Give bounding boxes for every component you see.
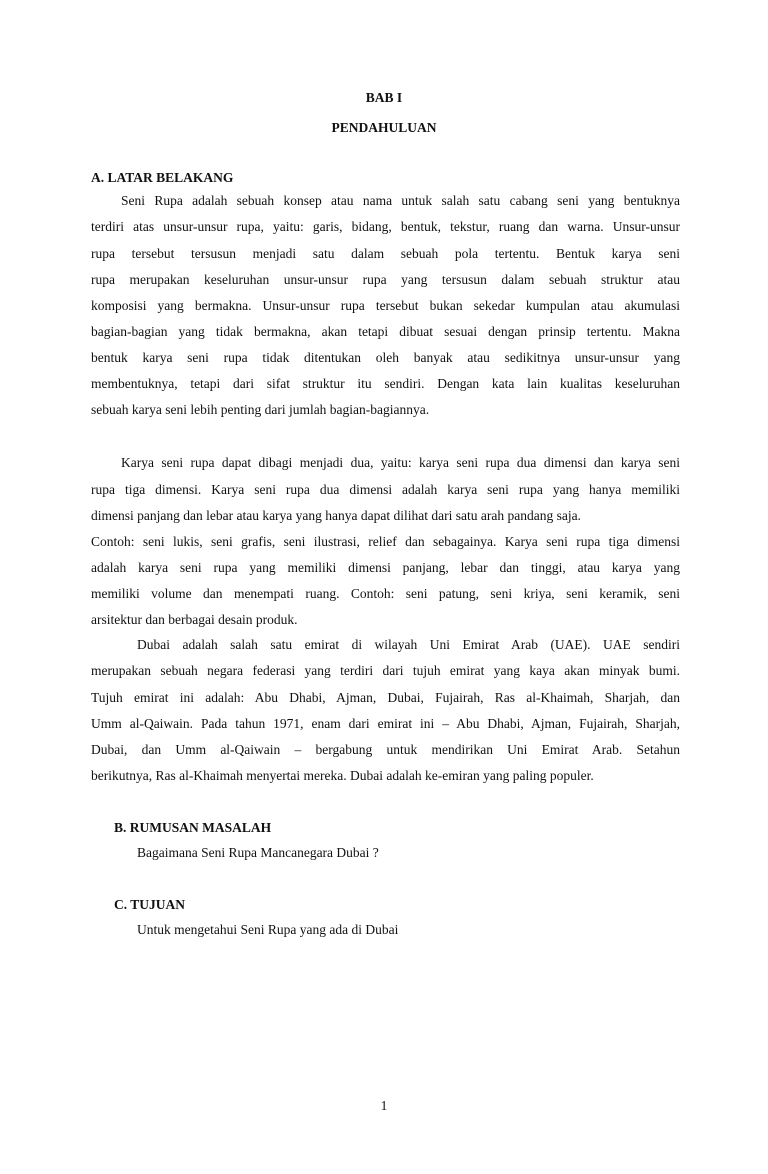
page-number: 1 [380, 1098, 388, 1113]
paragraph-line: Dubai adalah salah satu emirat di wilayah Uni Emirat Arab (UAE). UAE sendiri [137, 637, 680, 652]
chapter-label: BAB I [365, 90, 403, 105]
paragraph-line: arsitektur dan berbagai desain produk. [91, 612, 298, 627]
paragraph-line: membentuknya, tetapi dari sifat struktur itu sendiri. Dengan kata lain kualitas keseluruhan [91, 376, 680, 391]
section-c-heading: C. TUJUAN [114, 897, 186, 912]
paragraph-line: bentuk karya seni rupa tidak ditentukan oleh banyak atau sedikitnya unsur-unsur yang [91, 350, 680, 365]
paragraph-line: rupa merupakan keseluruhan unsur-unsur rupa yang tersusun dalam sebuah struktur atau [91, 272, 680, 287]
section-b-heading: B. RUMUSAN MASALAH [114, 820, 272, 835]
chapter-title: PENDAHULUAN [331, 120, 437, 135]
paragraph-line: Seni Rupa adalah sebuah konsep atau nama untuk salah satu cabang seni yang bentuknya [121, 193, 680, 208]
section-a-heading: A. LATAR BELAKANG [91, 170, 234, 185]
paragraph-line: memiliki volume dan menempati ruang. Contoh: seni patung, seni kriya, seni keramik, seni [91, 586, 680, 601]
paragraph-line: rupa tersebut tersusun menjadi satu dalam sebuah pola tertentu. Bentuk karya seni [91, 246, 680, 261]
paragraph-line: Karya seni rupa dapat dibagi menjadi dua, yaitu: karya seni rupa dua dimensi dan karya seni [121, 455, 680, 470]
paragraph-line: komposisi yang bermakna. Unsur-unsur rupa tersebut bukan sekedar kumpulan atau akumulasi [91, 298, 680, 313]
paragraph-line: Umm al-Qaiwain. Pada tahun 1971, enam dari emirat ini – Abu Dhabi, Ajman, Fujairah, Sharjah, [91, 716, 680, 731]
paragraph-line: berikutnya, Ras al-Khaimah menyertai mereka. Dubai adalah ke-emiran yang paling populer. [91, 768, 594, 783]
paragraph-line: dimensi panjang dan lebar atau karya yang hanya dapat dilihat dari satu arah pandang saja. [91, 508, 581, 523]
paragraph-line: bagian-bagian yang tidak bermakna, akan tetapi dibuat sesuai dengan prinsip tertentu. Makna [91, 324, 680, 339]
paragraph-line: sebuah karya seni lebih penting dari jumlah bagian-bagiannya. [91, 402, 430, 417]
section-c-text: Untuk mengetahui Seni Rupa yang ada di Dubai [137, 922, 399, 937]
paragraph-line: terdiri atas unsur-unsur rupa, yaitu: garis, bidang, bentuk, tekstur, ruang dan warna. Unsur-unsur [91, 219, 680, 234]
paragraph-line: Dubai, dan Umm al-Qaiwain – bergabung untuk mendirikan Uni Emirat Arab. Setahun [91, 742, 680, 757]
paragraph-line: Tujuh emirat ini adalah: Abu Dhabi, Ajman, Dubai, Fujairah, Ras al-Khaimah, Sharjah, dan [91, 690, 680, 705]
paragraph-line: Contoh: seni lukis, seni grafis, seni ilustrasi, relief dan sebagainya. Karya seni rupa tiga dimensi [91, 534, 680, 549]
paragraph-line: merupakan sebuah negara federasi yang terdiri dari tujuh emirat yang kaya akan minyak bumi. [91, 663, 680, 678]
paragraph-line: rupa tiga dimensi. Karya seni rupa dua dimensi adalah karya seni rupa yang hanya memiliki [91, 482, 680, 497]
section-b-text: Bagaimana Seni Rupa Mancanegara Dubai ? [137, 845, 379, 860]
paragraph-line: adalah karya seni rupa yang memiliki dimensi panjang, lebar dan tinggi, atau karya yang [91, 560, 680, 575]
